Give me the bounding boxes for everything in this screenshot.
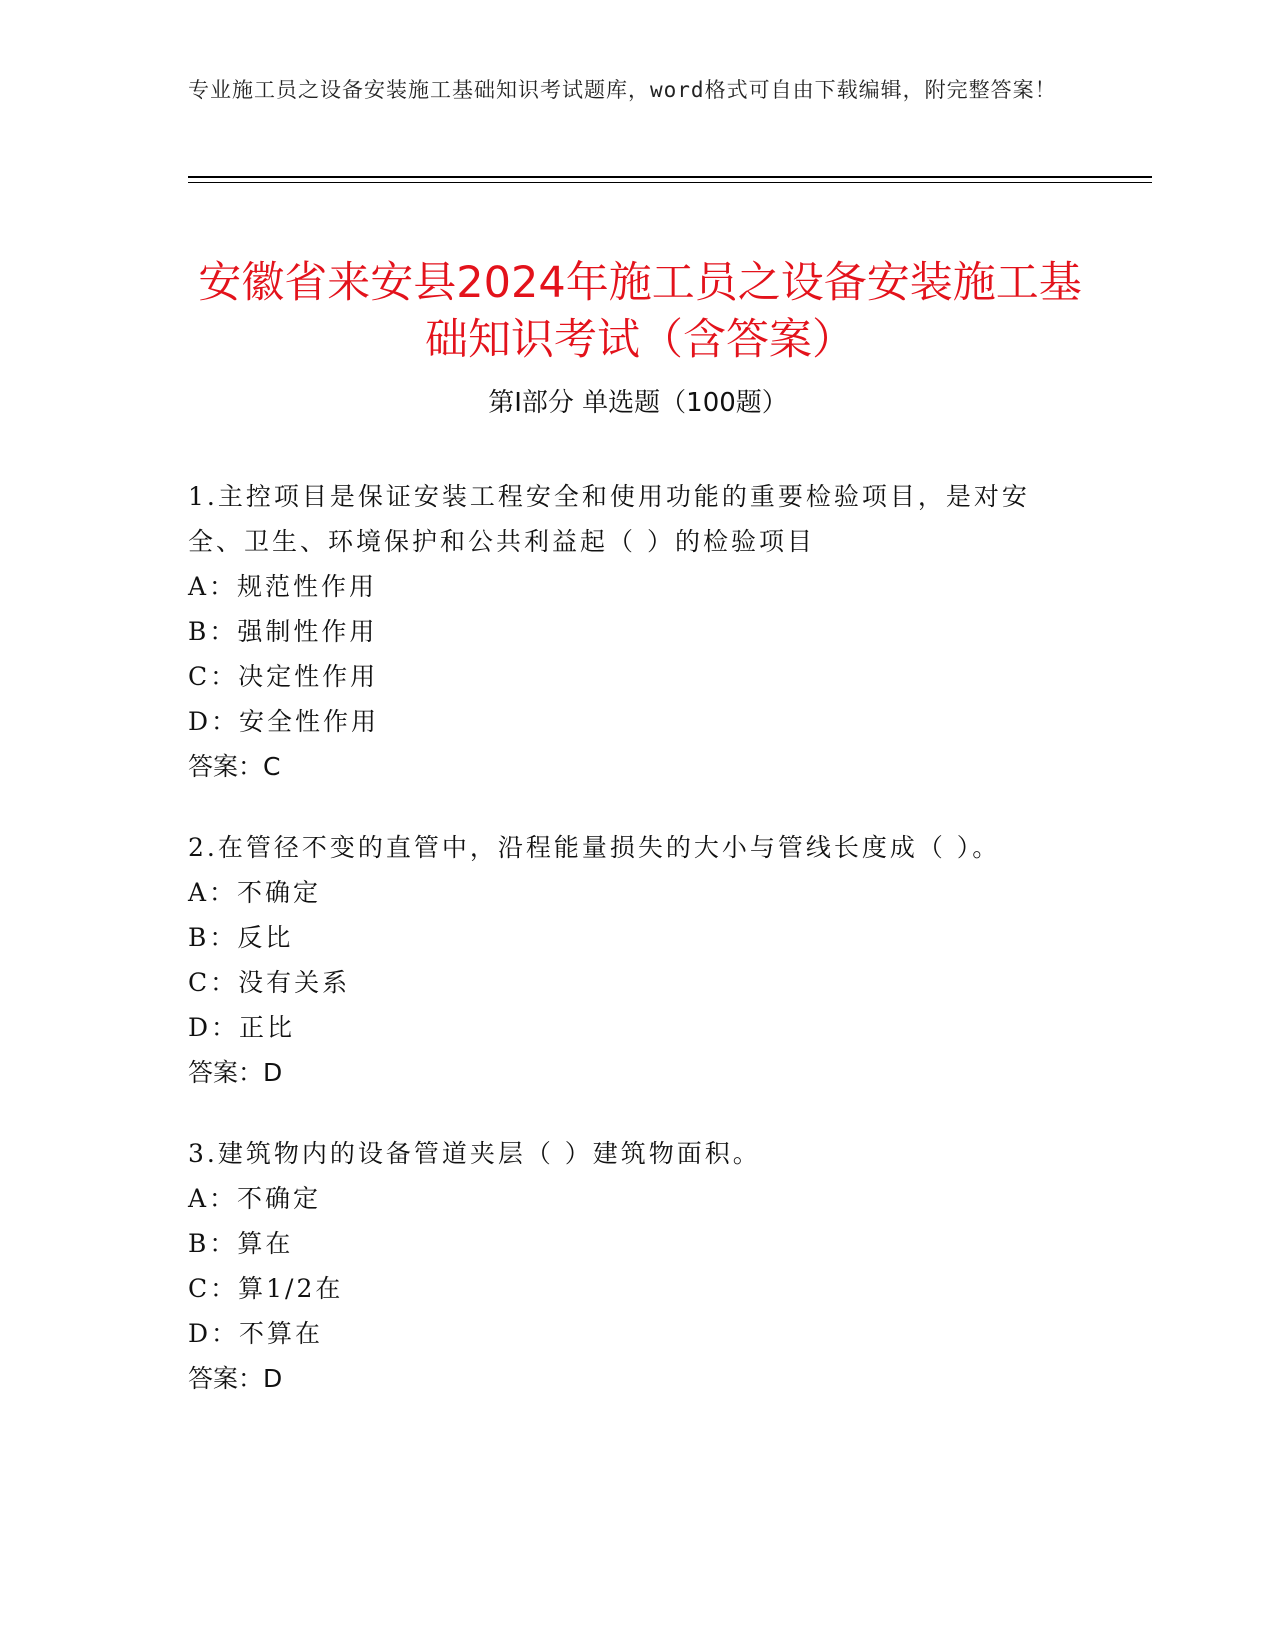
option-b: B：算在 — [188, 1229, 294, 1258]
answer-line: 答案：D — [188, 1058, 283, 1087]
answer-line: 答案：D — [188, 1364, 283, 1393]
option-a: A：规范性作用 — [188, 572, 378, 601]
question-stem: 2.在管径不变的直管中，沿程能量损失的大小与管线长度成（ ）。 — [188, 833, 1001, 862]
option-c: C：没有关系 — [188, 968, 351, 997]
option-b: B：反比 — [188, 923, 294, 952]
option-a: A：不确定 — [188, 878, 322, 907]
document-title: 安徽省来安县2024年施工员之设备安装施工基础知识考试（含答案） — [198, 257, 1082, 365]
section-heading: 第Ⅰ部分 单选题（100题） — [488, 388, 788, 418]
question-list — [188, 474, 1068, 1437]
question-stem: 3.建筑物内的设备管道夹层（ ）建筑物面积。 — [188, 1139, 761, 1168]
header-rule-thin — [188, 182, 1152, 183]
header-note: 专业施工员之设备安装施工基础知识考试题库，word格式可自由下载编辑，附完整答案！ — [188, 78, 1057, 102]
question-3 — [188, 1131, 1068, 1401]
option-d: D：不算在 — [188, 1319, 324, 1348]
option-a: A：不确定 — [188, 1184, 322, 1213]
question-2 — [188, 825, 1068, 1095]
option-d: D：安全性作用 — [188, 707, 380, 736]
option-b: B：强制性作用 — [188, 617, 378, 646]
question-1 — [188, 474, 1068, 789]
answer-line: 答案：C — [188, 752, 281, 781]
header-rule-thick — [188, 176, 1152, 178]
option-d: D：正比 — [188, 1013, 296, 1042]
question-stem: 1.主控项目是保证安装工程安全和使用功能的重要检验项目，是对安全、卫生、环境保护和公共利益起（ ）的检验项目 — [188, 482, 1030, 556]
option-c: C：算1/2在 — [188, 1274, 344, 1303]
option-c: C：决定性作用 — [188, 662, 379, 691]
